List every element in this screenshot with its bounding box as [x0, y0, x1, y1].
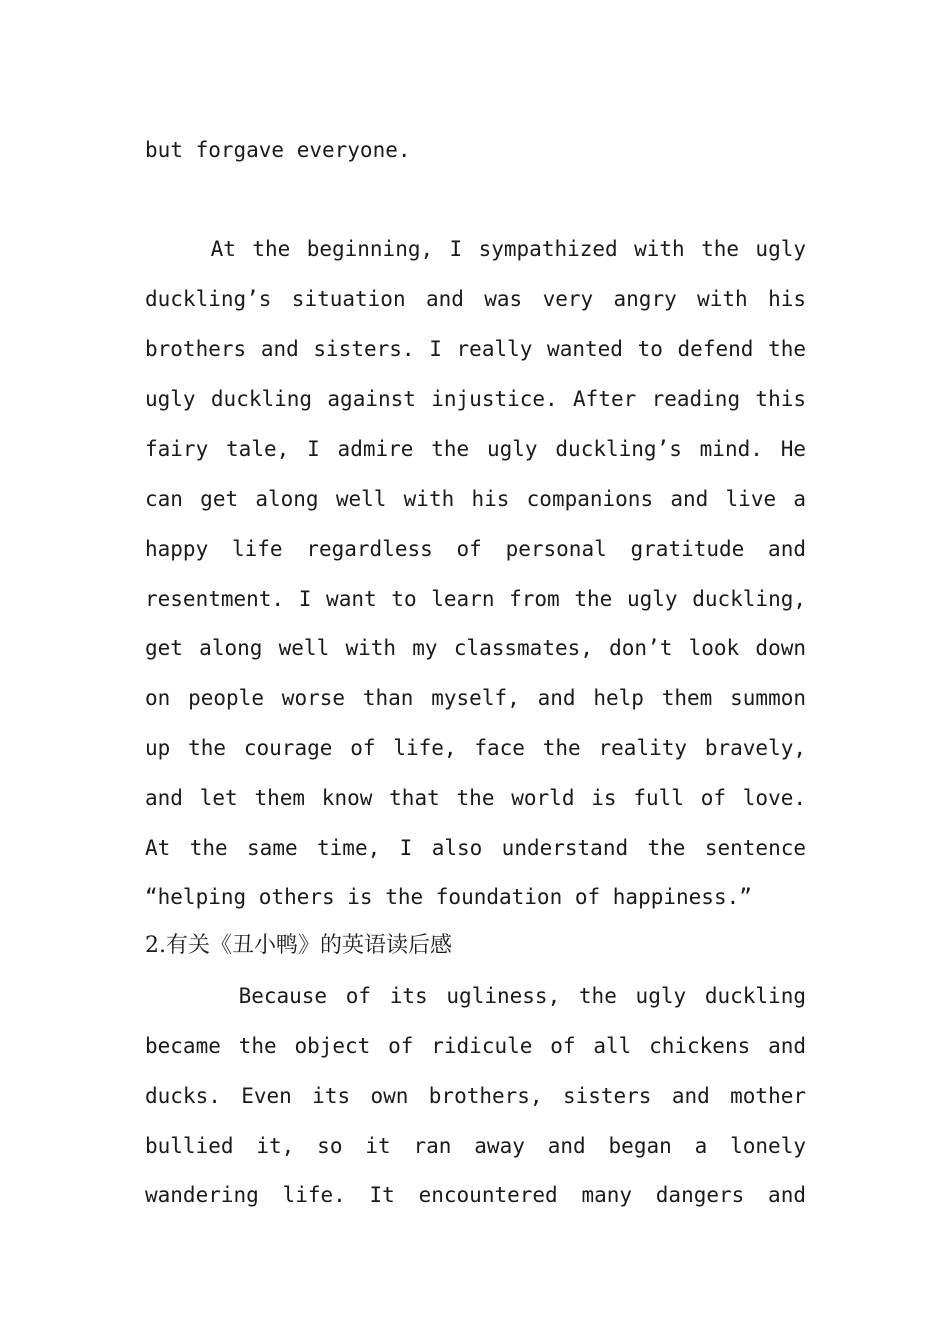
text-line: resentment. I want to learn from the ugly duckling, — [145, 587, 806, 611]
text-line: bullied it, so it ran away and began a lonely — [145, 1134, 806, 1158]
text-line: Because of its ugliness, the ugly duckling — [145, 984, 806, 1008]
text-line: happy life regardless of personal gratitude and — [145, 537, 806, 561]
text-line: duckling’s situation and was very angry with his — [145, 287, 806, 311]
text-line: and let them know that the world is full of love. — [145, 786, 806, 810]
text-line: up the courage of life, face the reality bravely, — [145, 736, 806, 760]
text-line: fairy tale, I admire the ugly duckling’s mind. He — [145, 437, 806, 461]
text-line: “helping others is the foundation of happiness.” — [145, 885, 752, 909]
text-line: can get along well with his companions and live a — [145, 487, 806, 511]
text-line: At the beginning, I sympathized with the ugly — [145, 237, 806, 261]
text-line: brothers and sisters. I really wanted to defend the — [145, 337, 806, 361]
text-line: ducks. Even its own brothers, sisters and mother — [145, 1084, 806, 1108]
text-line: At the same time, I also understand the sentence — [145, 836, 806, 860]
text-line: became the object of ridicule of all chickens and — [145, 1034, 806, 1058]
text-line: get along well with my classmates, don’t look down — [145, 636, 806, 660]
text-line: ugly duckling against injustice. After reading this — [145, 387, 806, 411]
text-line: but forgave everyone. — [145, 138, 411, 162]
text-line: wandering life. It encountered many dangers and — [145, 1183, 806, 1207]
text-line: on people worse than myself, and help them summon — [145, 686, 806, 710]
section-heading: 2.有关《丑小鸭》的英语读后感 — [145, 933, 452, 958]
